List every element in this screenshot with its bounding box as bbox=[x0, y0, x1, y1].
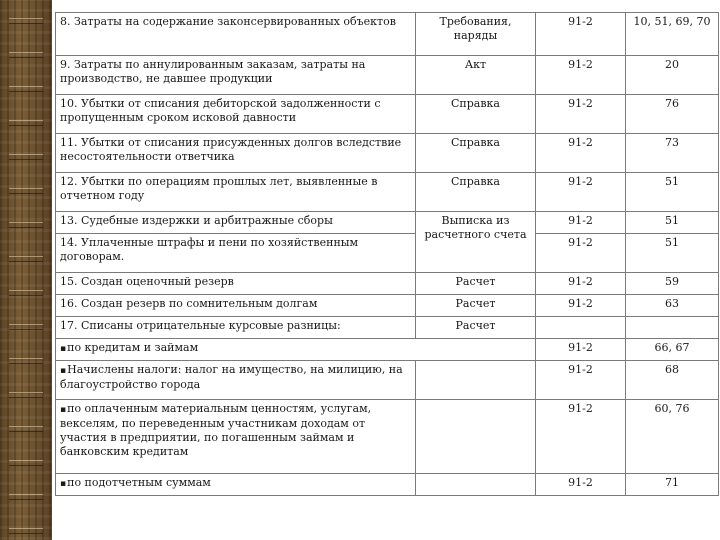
table-row bbox=[56, 361, 719, 400]
table-row bbox=[56, 474, 719, 496]
operation-text: по подотчетным суммам bbox=[67, 476, 211, 489]
account-cell: 91-2 bbox=[536, 295, 626, 317]
operation-cell: 13. Судебные издержки и арбитражные сборы bbox=[56, 212, 416, 234]
table-row bbox=[56, 400, 719, 474]
table-row bbox=[56, 295, 719, 317]
slide-panel bbox=[52, 0, 720, 540]
account-cell: 91-2 bbox=[536, 474, 626, 496]
document-cell bbox=[416, 361, 536, 400]
table-row bbox=[56, 13, 719, 56]
correspondence-cell: 59 bbox=[626, 273, 719, 295]
account-cell: 91-2 bbox=[536, 339, 626, 361]
operation-cell: 14. Уплаченные штрафы и пени по хозяйственным договорам. bbox=[56, 234, 416, 273]
operation-cell bbox=[56, 474, 416, 496]
correspondence-cell: 51 bbox=[626, 173, 719, 212]
table-row bbox=[56, 134, 719, 173]
correspondence-cell: 10, 51, 69, 70 bbox=[626, 13, 719, 56]
table-row bbox=[56, 173, 719, 212]
correspondence-cell bbox=[626, 317, 719, 339]
correspondence-cell: 66, 67 bbox=[626, 339, 719, 361]
table-row bbox=[56, 56, 719, 95]
operation-text: по оплаченным материальным ценностям, услугам, векселям, по переведенным участникам доходам от участия в предприятии, по погашенным займам и банковским кредитам bbox=[60, 402, 372, 458]
correspondence-cell: 68 bbox=[626, 361, 719, 400]
operation-cell: 12. Убытки по операциям прошлых лет, выявленные в отчетном году bbox=[56, 173, 416, 212]
account-cell: 91-2 bbox=[536, 400, 626, 474]
document-cell bbox=[416, 400, 536, 474]
document-cell: Справка bbox=[416, 134, 536, 173]
correspondence-cell: 76 bbox=[626, 95, 719, 134]
account-cell bbox=[536, 317, 626, 339]
operation-cell bbox=[56, 361, 416, 400]
document-cell bbox=[416, 474, 536, 496]
operation-cell: 11. Убытки от списания присужденных долгов вследствие несостоятельности ответчика bbox=[56, 134, 416, 173]
operation-cell: 16. Создан резерв по сомнительным долгам bbox=[56, 295, 416, 317]
operation-cell bbox=[56, 400, 416, 474]
operation-text: по кредитам и займам bbox=[67, 341, 199, 354]
correspondence-cell: 51 bbox=[626, 234, 719, 273]
account-cell: 91-2 bbox=[536, 173, 626, 212]
operation-cell bbox=[56, 339, 536, 361]
operation-cell: 10. Убытки от списания дебиторской задолженности с пропущенным сроком исковой давности bbox=[56, 95, 416, 134]
document-cell: Требования, наряды bbox=[416, 13, 536, 56]
document-cell: Расчет bbox=[416, 317, 536, 339]
table-row bbox=[56, 273, 719, 295]
sidebar-texture bbox=[0, 0, 52, 540]
operation-cell: 9. Затраты по аннулированным заказам, затраты на производство, не давшее продукции bbox=[56, 56, 416, 95]
correspondence-cell: 71 bbox=[626, 474, 719, 496]
decorative-sidebar bbox=[0, 0, 52, 540]
table-row bbox=[56, 95, 719, 134]
document-cell: Выписка из расчетного счета bbox=[416, 212, 536, 273]
correspondence-cell: 51 bbox=[626, 212, 719, 234]
operation-cell: 8. Затраты на содержание законсервированных объектов bbox=[56, 13, 416, 56]
account-cell: 91-2 bbox=[536, 95, 626, 134]
expenses-table bbox=[55, 12, 719, 496]
account-cell: 91-2 bbox=[536, 234, 626, 273]
table-row bbox=[56, 212, 719, 234]
account-cell: 91-2 bbox=[536, 212, 626, 234]
account-cell: 91-2 bbox=[536, 361, 626, 400]
document-cell: Расчет bbox=[416, 295, 536, 317]
document-cell: Расчет bbox=[416, 273, 536, 295]
correspondence-cell: 63 bbox=[626, 295, 719, 317]
table-row bbox=[56, 317, 719, 339]
account-cell: 91-2 bbox=[536, 273, 626, 295]
document-cell: Акт bbox=[416, 56, 536, 95]
operation-cell: 17. Списаны отрицательные курсовые разницы: bbox=[56, 317, 416, 339]
document-cell: Справка bbox=[416, 173, 536, 212]
operation-cell: 15. Создан оценочный резерв bbox=[56, 273, 416, 295]
document-cell: Справка bbox=[416, 95, 536, 134]
table-row bbox=[56, 234, 719, 273]
correspondence-cell: 60, 76 bbox=[626, 400, 719, 474]
account-cell: 91-2 bbox=[536, 13, 626, 56]
correspondence-cell: 73 bbox=[626, 134, 719, 173]
account-cell: 91-2 bbox=[536, 56, 626, 95]
table-row bbox=[56, 339, 719, 361]
operation-text: Начислены налоги: налог на имущество, на милицию, на благоустройство города bbox=[60, 363, 403, 391]
correspondence-cell: 20 bbox=[626, 56, 719, 95]
account-cell: 91-2 bbox=[536, 134, 626, 173]
